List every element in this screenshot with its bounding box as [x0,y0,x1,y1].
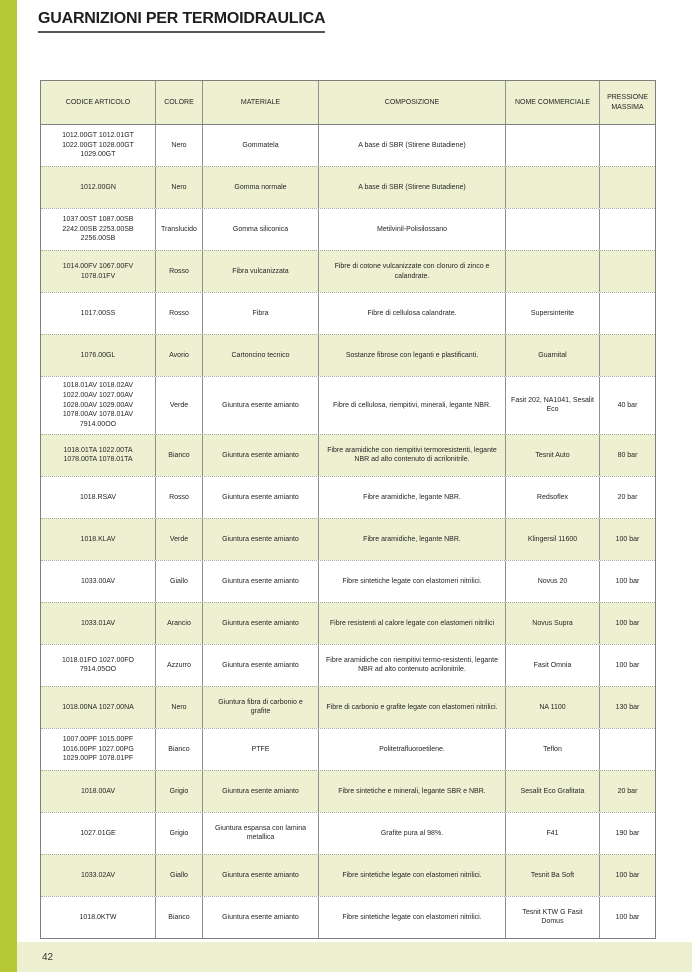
page-footer [17,942,692,972]
table-row [41,686,655,728]
page-title: GUARNIZIONI PER TERMOIDRAULICA [38,10,325,33]
table-row [41,208,655,250]
cell-codice-articolo: 1012.00GT 1012.01GT 1022.00GT 1028.00GT 1029.00GT [41,125,156,166]
table-row [41,644,655,686]
cell-colore: Nero [156,167,203,208]
cell-pressione-massima: 80 bar [617,451,638,459]
cell-pressione-massima: 130 bar [615,703,640,711]
cell-composizione: Sostanze fibrose con leganti e plastificanti. [319,335,506,376]
cell-nome-commerciale: Klingersil 11600 [506,519,600,560]
table-row [41,334,655,376]
table-row [41,770,655,812]
table-row [41,434,655,476]
cell-nome-commerciale [506,209,600,250]
cell-nome-commerciale: Guarnital [506,335,600,376]
cell-composizione: Fibre resistenti al calore legate con elastomeri nitrilici [319,603,506,644]
cell-colore: Grigio [156,771,203,812]
cell-pressione-massima [600,335,655,376]
cell-composizione: Fibre aramidiche, legante NBR. [319,477,506,518]
cell-nome-commerciale: Novus 20 [506,561,600,602]
cell-composizione: Fibre aramidiche, legante NBR. [319,519,506,560]
cell-composizione: Fibre di cellulosa calandrate. [319,293,506,334]
cell-nome-commerciale: Tesnit Ba Soft [506,855,600,896]
cell-materiale: Giuntura esente amianto [203,561,319,602]
cell-materiale: Fibra vulcanizzata [203,251,319,292]
cell-codice-articolo: 1017.00SS [41,293,156,334]
table-row [41,476,655,518]
cell-nome-commerciale: Fasit 202, NA1041, Sesalit Eco [506,377,600,434]
header-cell-nome-commerciale: NOME COMMERCIALE [506,81,600,124]
cell-composizione: Fibre aramidiche con riempitivi termo-resistenti, legante NBR ad alto contenuto acrilonitrile. [319,645,506,686]
cell-pressione-massima: 20 bar [617,493,638,501]
cell-nome-commerciale: Fasit Omnia [506,645,600,686]
cell-codice-articolo: 1018.0KTW [41,897,156,938]
cell-composizione: Fibre sintetiche legate con elastomeri nitrilici. [319,897,506,938]
cell-materiale: Giuntura espansa con lamina metallica [203,813,319,854]
cell-colore: Nero [156,125,203,166]
cell-materiale: Gomma siliconica [203,209,319,250]
cell-colore: Bianco [156,435,203,476]
cell-pressione-massima: 100 bar [615,577,640,585]
table-row [41,166,655,208]
cell-colore: Avorio [156,335,203,376]
table-row [41,518,655,560]
cell-codice-articolo: 1018.01TA 1022.00TA 1078.00TA 1078.01TA [41,435,156,476]
cell-colore: Giallo [156,561,203,602]
cell-colore: Azzurro [156,645,203,686]
table-row [41,250,655,292]
cell-materiale: Giuntura esente amianto [203,377,319,434]
cell-nome-commerciale: Tesnit KTW G Fasit Domus [506,897,600,938]
cell-nome-commerciale: Tesnit Auto [506,435,600,476]
cell-composizione: Grafite pura al 98%. [319,813,506,854]
cell-codice-articolo: 1033.00AV [41,561,156,602]
cell-nome-commerciale: NA 1100 [506,687,600,728]
table-row [41,560,655,602]
cell-materiale: Giuntura esente amianto [203,855,319,896]
cell-materiale: Giuntura esente amianto [203,897,319,938]
table-row [41,376,655,434]
cell-materiale: Giuntura esente amianto [203,645,319,686]
cell-materiale: Cartoncino tecnico [203,335,319,376]
table-row [41,292,655,334]
cell-codice-articolo: 1018.00AV [41,771,156,812]
cell-composizione: Politetrafluoroetilene. [319,729,506,770]
cell-codice-articolo: 1037.00ST 1087.00SB 2242.00SB 2253.00SB 2256.00SB [41,209,156,250]
cell-colore: Grigio [156,813,203,854]
cell-composizione: Metilvinil-Polisilossano [319,209,506,250]
cell-pressione-massima: 100 bar [615,619,640,627]
cell-colore: Rosso [156,477,203,518]
header-cell-materiale: MATERIALE [203,81,319,124]
cell-nome-commerciale: Redsoflex [506,477,600,518]
cell-pressione-massima: 20 bar [617,787,638,795]
cell-codice-articolo: 1018.00NA 1027.00NA [41,687,156,728]
cell-codice-articolo: 1014.00FV 1067.00FV 1078.01FV [41,251,156,292]
cell-nome-commerciale [506,251,600,292]
cell-materiale: Giuntura esente amianto [203,603,319,644]
cell-codice-articolo: 1027.01GE [41,813,156,854]
cell-materiale: Giuntura esente amianto [203,435,319,476]
cell-nome-commerciale [506,125,600,166]
cell-pressione-massima: 100 bar [615,871,640,879]
cell-pressione-massima: 100 bar [615,661,640,669]
cell-nome-commerciale: Teflon [506,729,600,770]
cell-pressione-massima: 100 bar [615,913,640,921]
header-cell-colore: COLORE [156,81,203,124]
cell-colore: Nero [156,687,203,728]
header-cell-codice-articolo: CODICE ARTICOLO [41,81,156,124]
header-cell-pressione-massima: PRESSIONE MASSIMA [607,93,648,111]
cell-pressione-massima [600,251,655,292]
cell-composizione: Fibre sintetiche e minerali, legante SBR e NBR. [319,771,506,812]
cell-pressione-massima: 40 bar [617,401,638,409]
cell-composizione: Fibre aramidiche con riempitivi termoresistenti, legante NBR ad alto contenuto di acrilonitrile. [319,435,506,476]
table-row [41,728,655,770]
cell-codice-articolo: 1012.00GN [41,167,156,208]
cell-colore: Translucido [156,209,203,250]
products-table [40,80,656,939]
cell-materiale: Fibra [203,293,319,334]
cell-materiale: PTFE [203,729,319,770]
header-cell-composizione: COMPOSIZIONE [319,81,506,124]
cell-codice-articolo: 1033.02AV [41,855,156,896]
cell-materiale: Giuntura esente amianto [203,477,319,518]
cell-codice-articolo: 1018.01AV 1018.02AV 1022.00AV 1027.00AV 1028.00AV 1029.00AV 1078.00AV 1078.01AV 7914.00OO [41,377,156,434]
cell-pressione-massima [600,125,655,166]
cell-pressione-massima [600,167,655,208]
cell-pressione-massima: 190 bar [615,829,640,837]
cell-nome-commerciale: Supersinterite [506,293,600,334]
cell-materiale: Gomma normale [203,167,319,208]
cell-pressione-massima [600,729,655,770]
cell-composizione: Fibre di cellulosa, riempitivi, minerali, legante NBR. [319,377,506,434]
cell-colore: Bianco [156,729,203,770]
cell-materiale: Giuntura esente amianto [203,771,319,812]
cell-colore: Arancio [156,603,203,644]
cell-codice-articolo: 1033.01AV [41,603,156,644]
cell-nome-commerciale: Novus Supra [506,603,600,644]
cell-colore: Giallo [156,855,203,896]
cell-composizione: Fibre di carbonio e grafite legate con elastomeri nitrilici. [319,687,506,728]
left-accent-bar [0,0,17,972]
cell-materiale: Giuntura esente amianto [203,519,319,560]
cell-composizione: Fibre sintetiche legate con elastomeri nitrilici. [319,561,506,602]
cell-colore: Rosso [156,251,203,292]
cell-materiale: Gommatela [203,125,319,166]
cell-composizione: Fibre di cotone vulcanizzate con cloruro di zinco e calandrate. [319,251,506,292]
table-row [41,854,655,896]
cell-codice-articolo: 1018.01FO 1027.00FO 7914.05OO [41,645,156,686]
cell-pressione-massima: 100 bar [615,535,640,543]
cell-codice-articolo: 1018.KLAV [41,519,156,560]
table-header-row [41,81,655,125]
cell-pressione-massima [600,293,655,334]
cell-pressione-massima [600,209,655,250]
cell-codice-articolo: 1007.00PF 1015.00PF 1016.00PF 1027.00PG 1029.00PF 1078.01PF [41,729,156,770]
table-row [41,812,655,854]
cell-materiale: Giuntura fibra di carbonio e grafite [203,687,319,728]
cell-colore: Bianco [156,897,203,938]
cell-colore: Rosso [156,293,203,334]
page-number: 42 [42,951,54,963]
table-row [41,896,655,938]
cell-codice-articolo: 1018.RSAV [41,477,156,518]
cell-colore: Verde [156,519,203,560]
cell-nome-commerciale [506,167,600,208]
table-row [41,602,655,644]
cell-codice-articolo: 1076.00GL [41,335,156,376]
cell-composizione: A base di SBR (Stirene Butadiene) [319,167,506,208]
cell-colore: Verde [156,377,203,434]
cell-composizione: Fibre sintetiche legate con elastomeri nitrilici. [319,855,506,896]
table-body [41,125,655,938]
cell-nome-commerciale: F41 [506,813,600,854]
cell-composizione: A base di SBR (Stirene Butadiene) [319,125,506,166]
cell-nome-commerciale: Sesalit Eco Grafitata [506,771,600,812]
table-row [41,125,655,166]
